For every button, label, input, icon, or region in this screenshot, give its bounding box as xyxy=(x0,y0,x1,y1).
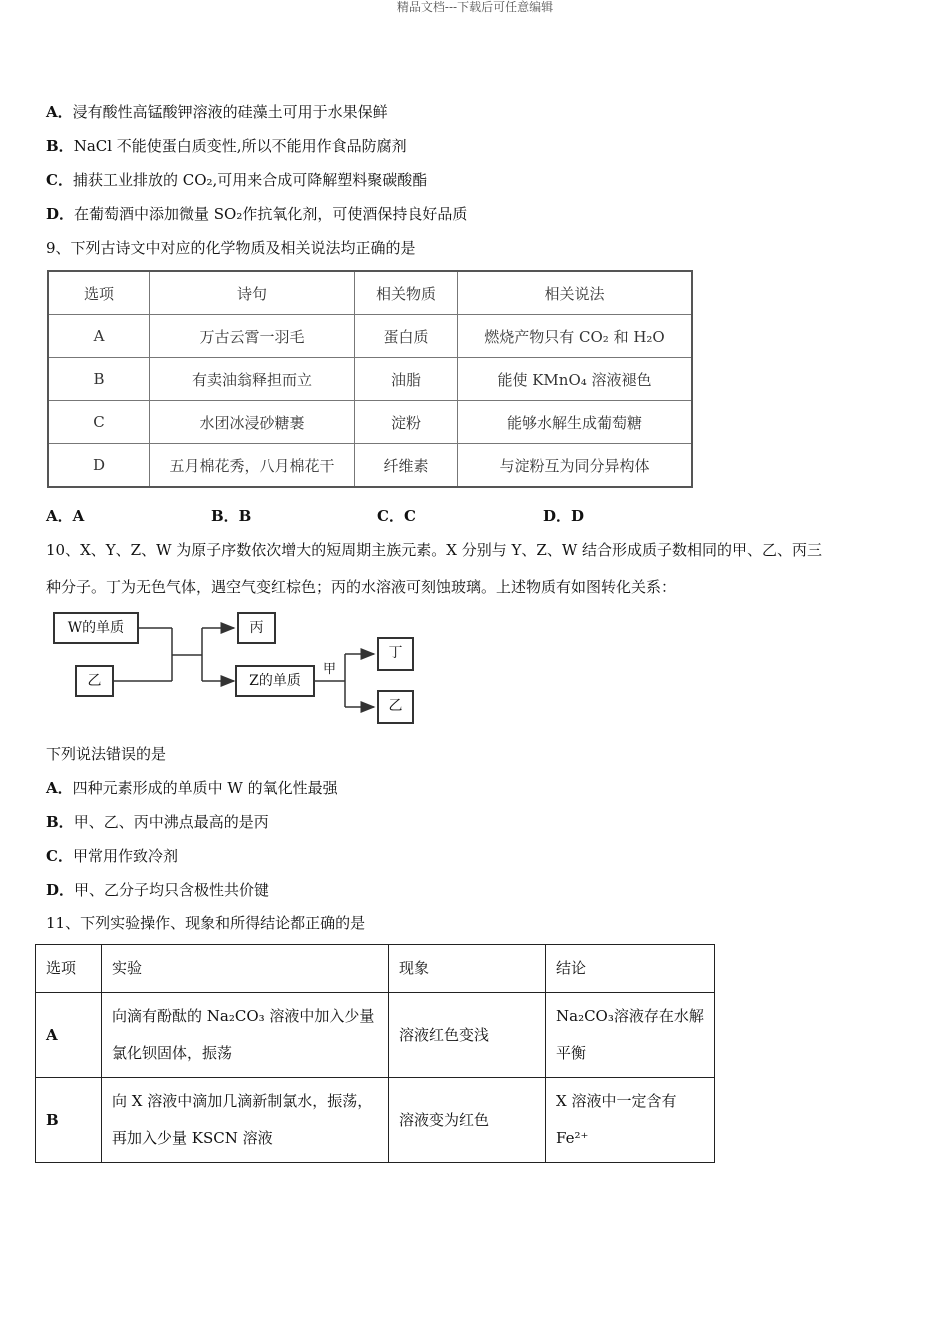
q10-option-c: C．甲常用作致冷剂 xyxy=(46,847,178,865)
table-header: 相关物质 xyxy=(355,271,458,315)
q11-table xyxy=(35,944,715,1163)
q10-stem-line1: 10、X、Y、Z、W 为原子序数依次增大的短周期主族元素。X 分别与 Y、Z、W 结合形成质子数相同的甲、乙、丙三 xyxy=(46,541,823,559)
table-row xyxy=(48,358,692,401)
yi-right-box: 乙 xyxy=(377,690,414,724)
table-cell: 能使 KMnO₄ 溶液褪色 xyxy=(458,358,693,401)
table-cell: 与淀粉互为同分异构体 xyxy=(458,444,693,488)
q10-option-b: B．甲、乙、丙中沸点最高的是丙 xyxy=(46,813,269,831)
q10-option-a: A．四种元素形成的单质中 W 的氧化性最强 xyxy=(46,779,338,797)
q10-stem-line2: 种分子。丁为无色气体，遇空气变红棕色；丙的水溶液可刻蚀玻璃。上述物质有如图转化关系： xyxy=(46,578,677,596)
table-header: 结论 xyxy=(546,945,715,993)
table-cell: A xyxy=(36,993,102,1078)
table-row xyxy=(36,993,715,1078)
table-cell: 向 X 溶液中滴加几滴新制氯水，振荡， 再加入少量 KSCN 溶液 xyxy=(102,1078,389,1163)
q8-option-c: C．捕获工业排放的 CO₂,可用来合成可降解塑料聚碳酸酯 xyxy=(46,171,428,189)
jia-label: 甲 xyxy=(323,662,337,677)
table-cell: 有卖油翁释担而立 xyxy=(150,358,355,401)
q11-stem: 11、下列实验操作、现象和所得结论都正确的是 xyxy=(46,914,366,932)
table-cell: 能够水解生成葡萄糖 xyxy=(458,401,693,444)
table-cell: B xyxy=(48,358,150,401)
table-cell: 燃烧产物只有 CO₂ 和 H₂O xyxy=(458,315,693,358)
table-cell: 油脂 xyxy=(355,358,458,401)
table-row xyxy=(48,401,692,444)
table-row xyxy=(48,315,692,358)
page-header: 精品文档---下载后可任意编辑 xyxy=(396,0,554,14)
yi-left-box: 乙 xyxy=(75,665,114,697)
table-cell: Na₂CO₃溶液存在水解平衡 xyxy=(546,993,715,1078)
q9-answer-c: C．C xyxy=(377,507,416,525)
table-cell: C xyxy=(48,401,150,444)
table-cell: 五月棉花秀，八月棉花干 xyxy=(150,444,355,488)
table-header: 相关说法 xyxy=(458,271,693,315)
q8-option-b: B．NaCl 不能使蛋白质变性,所以不能用作食品防腐剂 xyxy=(46,137,407,155)
table-cell: A xyxy=(48,315,150,358)
z-element-box: Z的单质 xyxy=(235,665,315,697)
q9-answer-a: A．A xyxy=(46,507,85,525)
table-header: 选项 xyxy=(48,271,150,315)
q9-table xyxy=(47,270,693,488)
table-cell: 水团冰浸砂糖裹 xyxy=(150,401,355,444)
table-row xyxy=(48,444,692,488)
ding-box: 丁 xyxy=(377,637,414,671)
q8-option-a: A．浸有酸性高锰酸钾溶液的硅藻土可用于水果保鲜 xyxy=(46,103,388,121)
table-header-row xyxy=(48,271,692,315)
table-cell: X 溶液中一定含有 Fe²⁺ xyxy=(546,1078,715,1163)
table-cell: 溶液变为红色 xyxy=(389,1078,546,1163)
table-row xyxy=(36,1078,715,1163)
table-cell: 向滴有酚酞的 Na₂CO₃ 溶液中加入少量氯化钡固体，振荡 xyxy=(102,993,389,1078)
table-header: 现象 xyxy=(389,945,546,993)
table-cell: 蛋白质 xyxy=(355,315,458,358)
table-header-row xyxy=(36,945,715,993)
table-header: 诗句 xyxy=(150,271,355,315)
q10-prompt: 下列说法错误的是 xyxy=(46,745,167,763)
table-header: 实验 xyxy=(102,945,389,993)
table-cell: 溶液红色变浅 xyxy=(389,993,546,1078)
table-header: 选项 xyxy=(36,945,102,993)
q8-option-d: D．在葡萄酒中添加微量 SO₂作抗氧化剂，可使酒保持良好品质 xyxy=(46,205,468,223)
q9-answer-b: B．B xyxy=(211,507,252,525)
table-cell: 淀粉 xyxy=(355,401,458,444)
q9-answer-d: D．D xyxy=(543,507,585,525)
bing-box: 丙 xyxy=(237,612,276,644)
w-element-box: W的单质 xyxy=(53,612,139,644)
table-cell: 纤维素 xyxy=(355,444,458,488)
q10-option-d: D．甲、乙分子均只含极性共价键 xyxy=(46,881,270,899)
table-cell: B xyxy=(36,1078,102,1163)
q9-stem: 9、下列古诗文中对应的化学物质及相关说法均正确的是 xyxy=(46,239,416,257)
table-cell: D xyxy=(48,444,150,488)
table-cell: 万古云霄一羽毛 xyxy=(150,315,355,358)
